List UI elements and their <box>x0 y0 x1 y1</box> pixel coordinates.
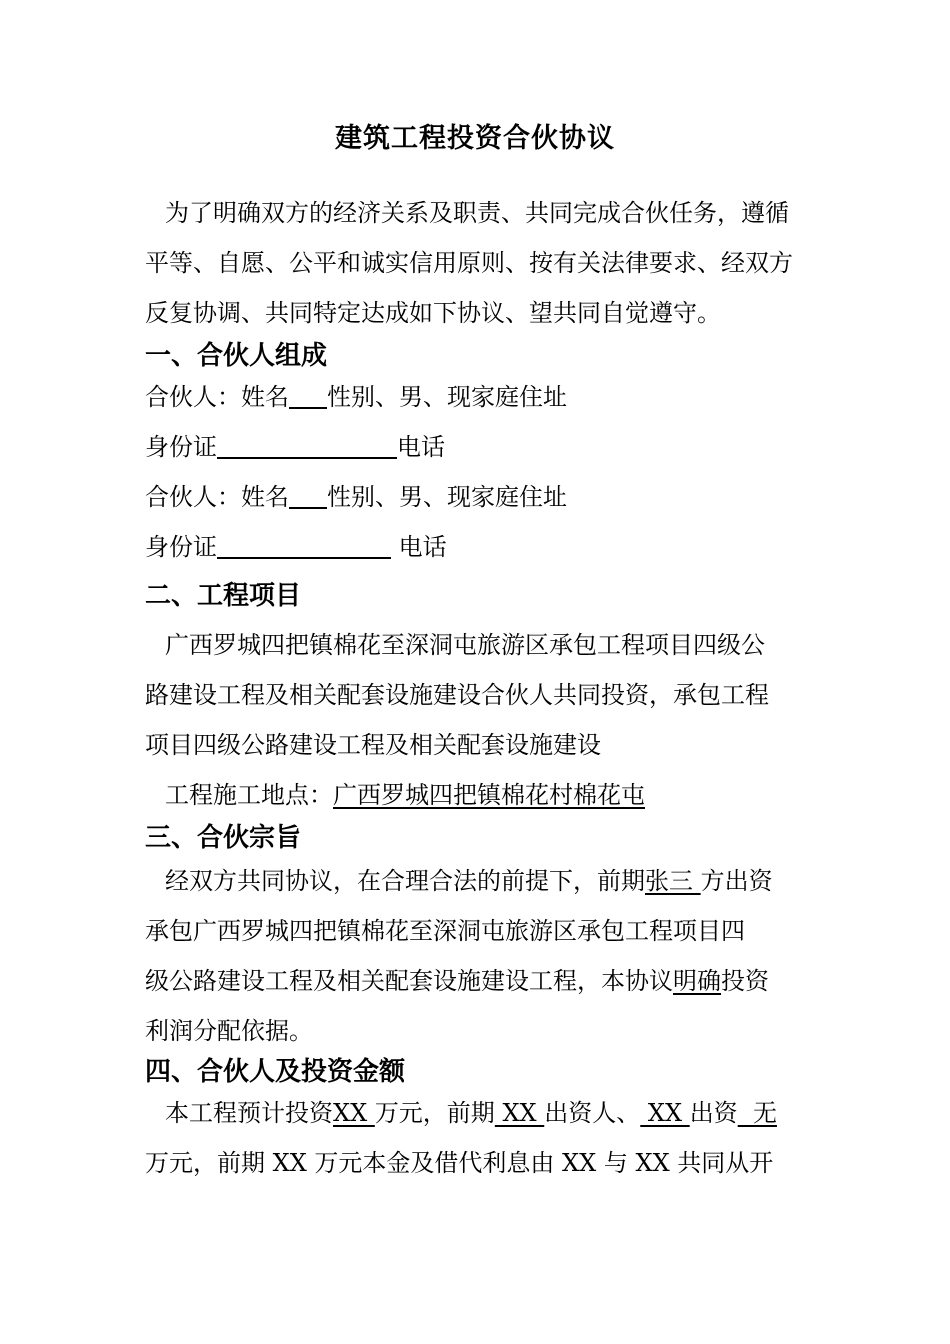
section-heading-4: 四、合伙人及投资金额 <box>145 1057 406 1087</box>
partner-2-id-blank <box>217 529 391 559</box>
investment-text-c: 出资人、 <box>544 1099 641 1127</box>
partner-2-phone-label: 电话 <box>391 533 447 561</box>
investment-text-a: 本工程预计投资 <box>165 1099 333 1127</box>
purpose-paragraph <box>145 856 810 1056</box>
investment-none: 无 <box>737 1099 777 1127</box>
investment-line-2: 万元，前期 XX 万元本金及借代利息由 XX 与 XX 共同从开 <box>145 1149 774 1177</box>
investor-name: 张三 <box>645 867 701 895</box>
purpose-line-2: 承包广西罗城四把镇棉花至深洞屯旅游区承包工程项目四 <box>145 917 745 945</box>
site-line <box>145 775 810 815</box>
purpose-underlined-word: 明确 <box>673 967 721 995</box>
purpose-line-4: 利润分配依据。 <box>145 1017 313 1045</box>
partner-1-id-blank <box>217 429 397 459</box>
partner-1-phone-label: 电话 <box>397 433 445 461</box>
investment-amount: XX <box>333 1099 375 1127</box>
section-heading-3: 三、合伙宗旨 <box>145 823 302 853</box>
partner-2-id-line <box>145 527 810 567</box>
section-heading-2: 二、工程项目 <box>145 581 302 611</box>
partner-1-id-label: 身份证 <box>145 433 217 461</box>
project-paragraph <box>145 620 810 770</box>
intro-line-2: 平等、自愿、公平和诚实信用原则、按有关法律要求、经双方 <box>145 249 793 277</box>
partner-1-name-label: 合伙人：姓名 <box>145 383 289 411</box>
project-line-2: 路建设工程及相关配套设施建设合伙人共同投资，承包工程 <box>145 681 769 709</box>
purpose-line-3-text: 级公路建设工程及相关配套设施建设工程，本协议 <box>145 967 673 995</box>
intro-line-3: 反复协调、共同特定达成如下协议、望共同自觉遵守。 <box>145 299 721 327</box>
partner-2-name-blank <box>289 479 327 509</box>
site-label: 工程施工地点： <box>165 781 333 809</box>
partner-2-details: 性别、男、现家庭住址 <box>327 483 567 511</box>
partner-1-id-line <box>145 427 810 467</box>
investor-a: XX <box>494 1099 545 1127</box>
investment-text-d: 出资 <box>689 1099 738 1127</box>
purpose-line-1-text: 经双方共同协议，在合理合法的前提下，前期 <box>165 867 645 895</box>
partner-1-name-blank <box>289 379 327 409</box>
partner-1-line <box>145 377 810 417</box>
document-title: 建筑工程投资合伙协议 <box>335 123 615 154</box>
partner-1-details: 性别、男、现家庭住址 <box>327 383 567 411</box>
purpose-line-1-end: 方出资 <box>700 867 773 895</box>
partner-2-line <box>145 477 810 517</box>
investment-paragraph <box>145 1088 810 1188</box>
intro-line-1: 为了明确双方的经济关系及职责、共同完成合伙任务，遵循 <box>165 199 789 227</box>
partner-2-id-label: 身份证 <box>145 533 217 561</box>
partner-2-name-label: 合伙人：姓名 <box>145 483 289 511</box>
intro-paragraph <box>145 188 810 338</box>
investment-text-b: 万元，前期 <box>374 1099 495 1127</box>
project-line-3: 项目四级公路建设工程及相关配套设施建设 <box>145 731 601 759</box>
investor-b: XX <box>640 1099 690 1127</box>
project-line-1: 广西罗城四把镇棉花至深洞屯旅游区承包工程项目四级公 <box>165 631 765 659</box>
section-heading-1: 一、合伙人组成 <box>145 341 328 371</box>
site-value: 广西罗城四把镇棉花村棉花屯 <box>333 781 645 809</box>
purpose-line-3-end: 投资 <box>721 967 769 995</box>
